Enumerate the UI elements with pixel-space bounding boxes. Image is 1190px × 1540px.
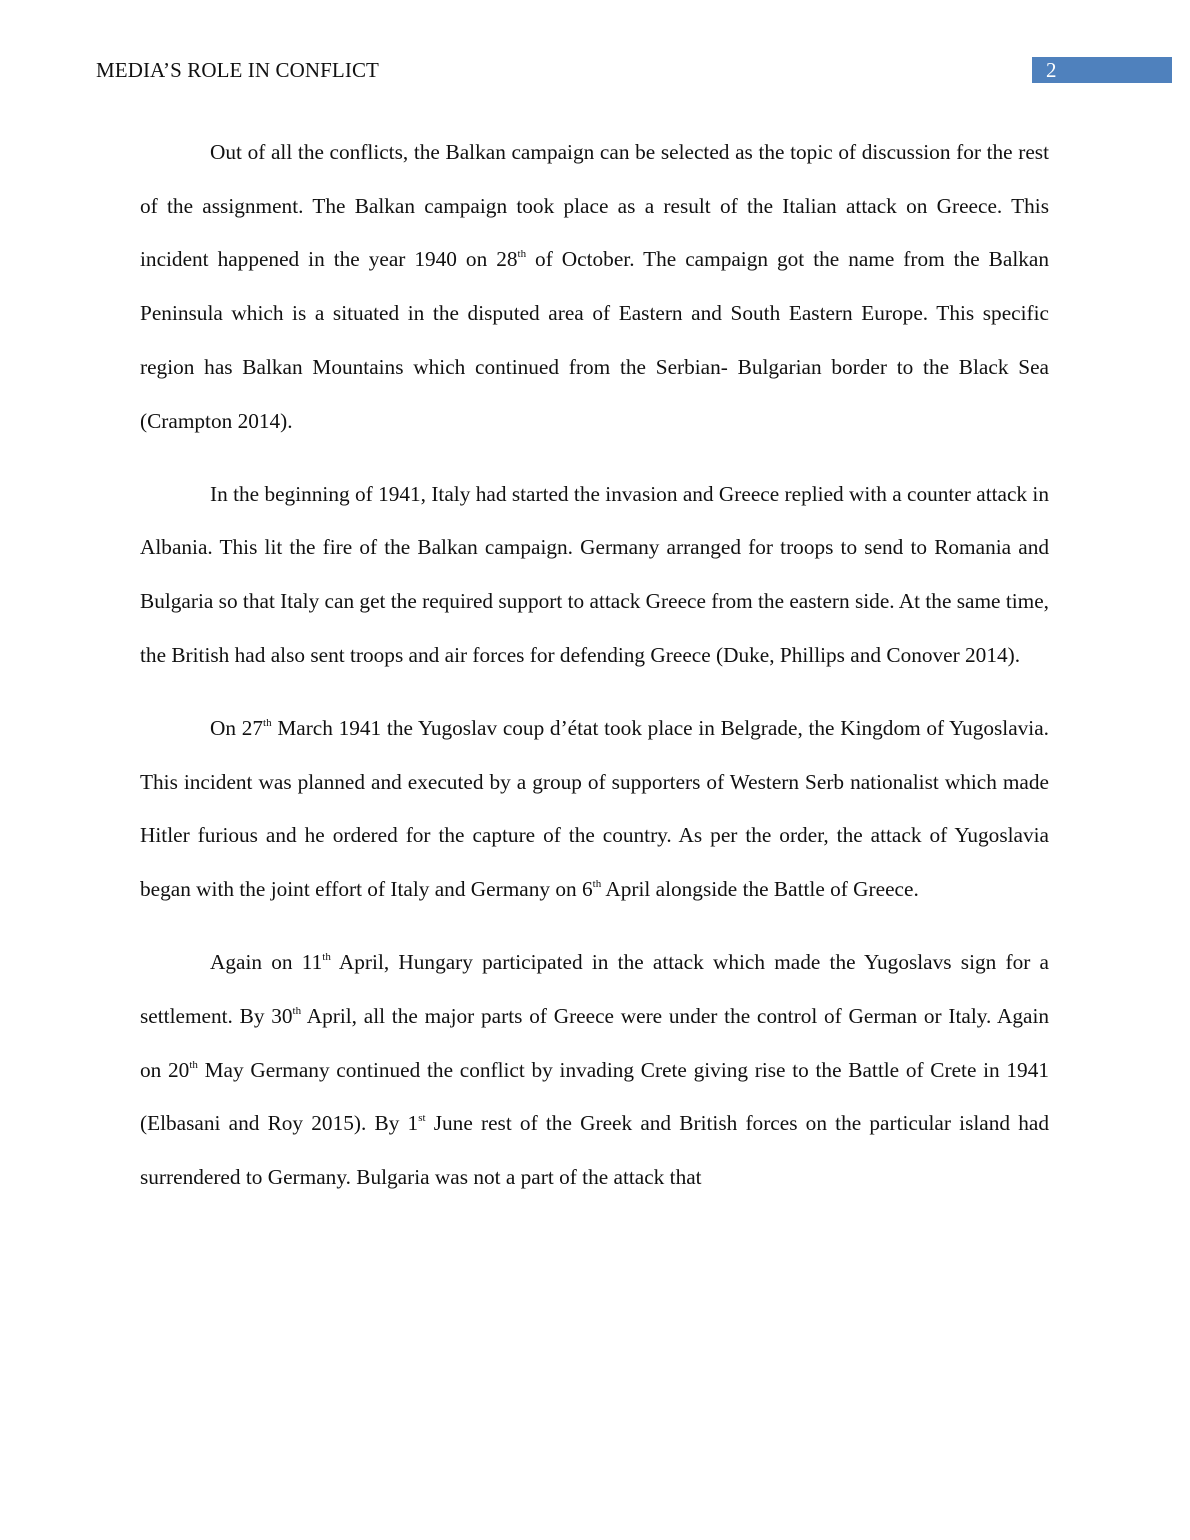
ordinal-suffix: th bbox=[292, 1004, 302, 1017]
ordinal-suffix: st bbox=[418, 1112, 426, 1125]
paragraph-hungary-crete bbox=[140, 936, 1049, 1205]
ordinal-suffix: th bbox=[517, 248, 527, 261]
paragraph-text: On 27 bbox=[210, 716, 264, 741]
paragraph-text: of October. The campaign got the name from the Balkan Peninsula which is a situated in the disputed area of Eastern and South Eastern Europe. This specific region has Balkan Mountains which continued from the Serbian- Bulgarian border to the Black Sea (Crampton 2014). bbox=[140, 247, 1050, 433]
body-text bbox=[140, 126, 1049, 1224]
paragraph-text: April alongside the Battle of Greece. bbox=[601, 877, 919, 902]
paragraph-text: Out of all the conflicts, the Balkan campaign can be selected as the topic of discussion for the rest of the assignment. The Balkan campaign took place as a result of the Italian attack on Greece. This incident happened in the year 1940 on 28 bbox=[140, 140, 1049, 272]
paragraph-text: In the beginning of 1941, Italy had started the invasion and Greece replied with a counter attack in Albania. This lit the fire of the Balkan campaign. Germany arranged for troops to send to Romania and Bulgaria so that Italy can get the required support to attack Greece from the eastern side. At the same time, the British had also sent troops and air forces for defending Greece (Duke, Phillips and Conover 2014). bbox=[140, 481, 1049, 667]
page-number: 2 bbox=[1046, 58, 1057, 82]
paragraph-text: March 1941 the Yugoslav coup d’état took place in Belgrade, the Kingdom of Yugoslavia. This incident was planned and executed by a group of supporters of Western Serb nationalist which made Hitler furious and he ordered for the capture of the country. As per the order, the attack of Yugoslavia began with the joint effort of Italy and Germany on 6 bbox=[140, 716, 1049, 902]
paragraph-yugoslav-coup bbox=[140, 702, 1049, 917]
paragraph-invasion-1941 bbox=[140, 468, 1049, 683]
paragraph-text: April, all the major parts of Greece were under the control of German or Italy. Again on 20 bbox=[140, 1004, 1050, 1082]
ordinal-suffix: th bbox=[189, 1058, 198, 1071]
paragraph-text: June rest of the Greek and British forces on the particular island had surrendered to Germany. Bulgaria was not a part of the attack that bbox=[140, 1111, 1050, 1190]
paragraph-text: April, Hungary participated in the attack which made the Yugoslavs sign for a settlement. By 30 bbox=[140, 950, 1050, 1029]
paragraph-text: May Germany continued the conflict by invading Crete giving rise to the Battle of Crete in 1941 (Elbasani and Roy 2015). By 1 bbox=[140, 1057, 1049, 1136]
paragraph-balkan-campaign bbox=[140, 126, 1049, 448]
page-number-bar bbox=[1032, 57, 1172, 83]
paragraph-text: Again on 11 bbox=[210, 950, 323, 975]
ordinal-suffix: th bbox=[263, 716, 272, 729]
ordinal-suffix: th bbox=[592, 878, 602, 891]
ordinal-suffix: th bbox=[322, 951, 331, 964]
running-head-title: MEDIA’S ROLE IN CONFLICT bbox=[96, 58, 379, 82]
